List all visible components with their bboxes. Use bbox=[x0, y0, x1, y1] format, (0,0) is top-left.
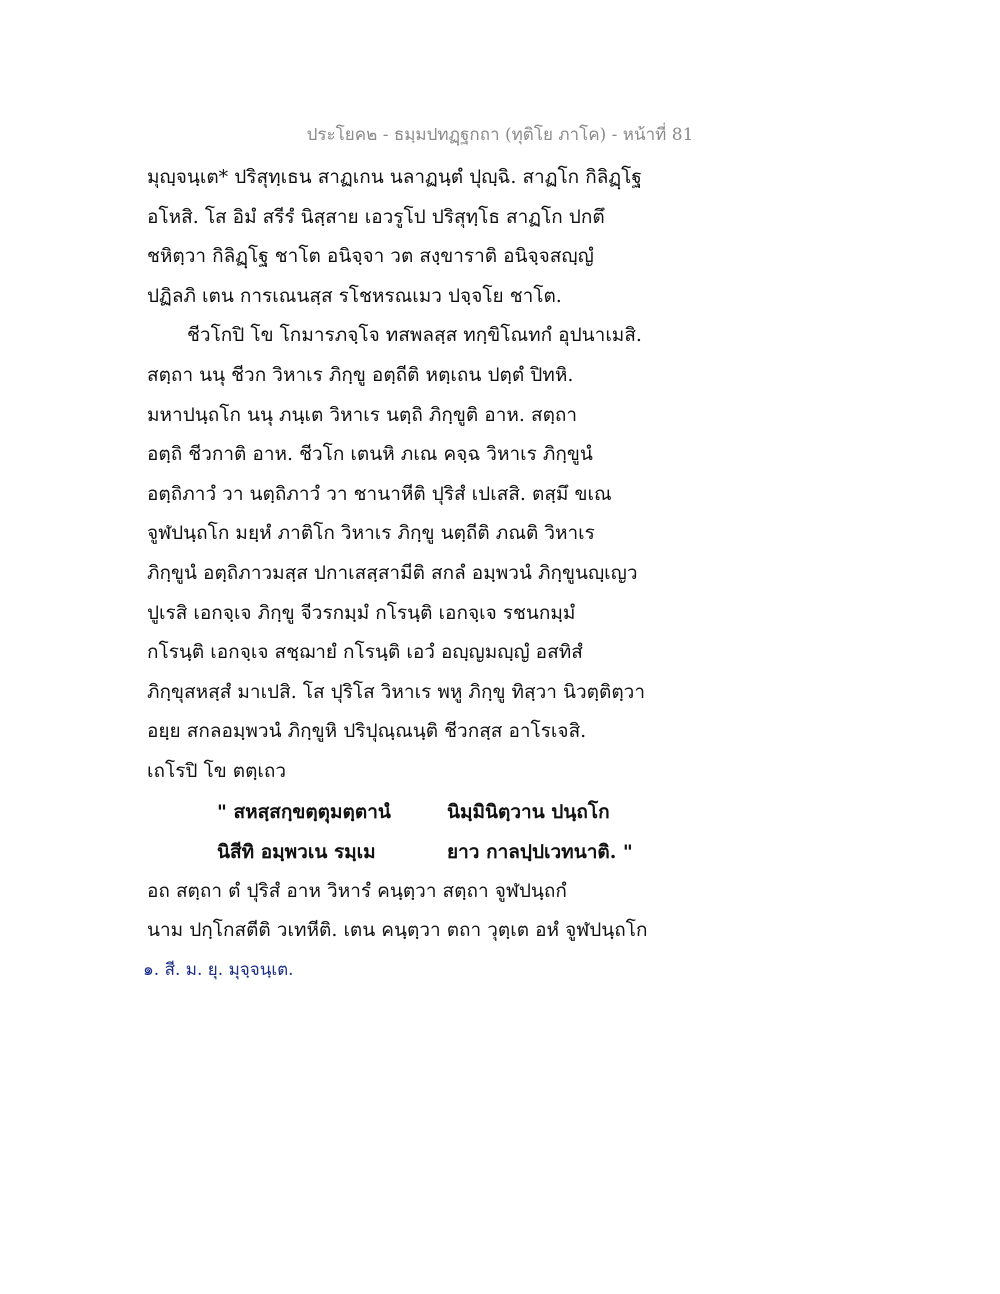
text-line: ภิกฺขูนํ อตฺถิภาวมสฺส ปกาเสสฺสามีติ สกลํ อมฺพวนํ ภิกฺขูนญฺเญว bbox=[147, 561, 638, 584]
text-line: อถ สตฺถา ตํ ปุริสํ อาห วิหารํ คนฺตฺวา สตฺถา จูฬปนฺถกํ bbox=[147, 879, 567, 902]
verse-line-1 bbox=[147, 792, 707, 832]
text-line: นาม ปกฺโกสตีติ วเทหีติ. เตน คนฺตฺวา ตถา วุตฺเต อหํ จูฬปนฺถโก bbox=[147, 919, 648, 942]
text-line: กโรนฺติ เอกจฺเจ สชฺฌายํ กโรนฺติ เอวํ อญฺญมญฺญํ อสทิสํ bbox=[147, 641, 583, 664]
verse-line-2 bbox=[147, 832, 707, 872]
text-line: ปฏิลภิ เตน การเณนสฺส รโชหรณเมว ปจฺจโย ชาโต. bbox=[147, 284, 562, 307]
footnote: ๑. สี. ม. ยุ. มุจฺจนฺเต. bbox=[143, 960, 294, 980]
text-line: ชหิตฺวา กิลิฏฺโฐ ชาโต อนิจฺจา วต สงฺขาราติ อนิจฺจสญฺญํ bbox=[147, 245, 594, 268]
text-line: จูฬปนฺถโก มยฺหํ ภาติโก วิหาเร ภิกฺขู นตฺถีติ ภณติ วิหาเร bbox=[147, 522, 595, 545]
text-line: อตฺถิ ชีวกาติ อาห. ชีวโก เตนหิ ภเณ คจฺฉ วิหาเร ภิกฺขูนํ bbox=[147, 443, 593, 466]
text-line: มหาปนฺถโก นนุ ภนฺเต วิหาเร นตฺถิ ภิกฺขูติ อาห. สตฺถา bbox=[147, 403, 578, 426]
text-line: อโหสิ. โส อิมํ สรีรํ นิสฺสาย เอวรูโป ปริสุทฺโธ สาฏโก ปกตึ bbox=[147, 205, 605, 228]
verse-line-1-second-half: นิมฺมินิตฺวาน ปนฺถโก bbox=[447, 800, 610, 823]
main-text bbox=[147, 158, 707, 951]
text-line: ปูเรสิ เอกจฺเจ ภิกฺขู จีวรกมฺมํ กโรนฺติ เอกจฺเจ รชนกมฺมํ bbox=[147, 601, 576, 624]
text-line: ภิกฺขุสหสฺสํ มาเปสิ. โส ปุริโส วิหาเร พหู ภิกฺขู ทิสฺวา นิวตฺติตฺวา bbox=[147, 680, 645, 703]
text-line: เถโรปิ โข ตตฺเถว bbox=[147, 759, 287, 782]
text-line: อตฺถิภาวํ วา นตฺถิภาวํ วา ชานาหีติ ปุริสํ เปเสสิ. ตสฺมึ ขเณ bbox=[147, 482, 612, 505]
running-header: ประโยค๒ - ธมฺมปทฏฺฐกถา (ทุติโย ภาโค) - หน้าที่ 81 bbox=[306, 125, 694, 145]
verse-line-1-first-half: " สหสฺสกฺขตฺตุมตฺตานํ bbox=[217, 800, 391, 823]
paragraph-start-line: ชีวโกปิ โข โกมารภจฺโจ ทสพลสฺส ทกฺขิโณทกํ อุปนาเมสิ. bbox=[187, 324, 642, 347]
text-line: มุญฺจนฺเต* ปริสุทฺเธน สาฏเกน นลาฏนฺตํ ปุญฺฉิ. สาฏโก กิลิฏฺโฐ bbox=[147, 166, 642, 188]
text-line: อยฺย สกลอมฺพวนํ ภิกฺขูหิ ปริปุณฺณนฺติ ชีวกสฺส อาโรเจสิ. bbox=[147, 720, 587, 743]
verse-line-2-first-half: นิสีทิ อมฺพวเน รมฺเม bbox=[217, 840, 376, 863]
verse-line-2-second-half: ยาว กาลปฺปเวทนาติ. " bbox=[447, 840, 633, 863]
text-line: สตฺถา นนุ ชีวก วิหาเร ภิกฺขู อตฺถีติ หตฺเถน ปตฺตํ ปิทหิ. bbox=[147, 363, 574, 386]
